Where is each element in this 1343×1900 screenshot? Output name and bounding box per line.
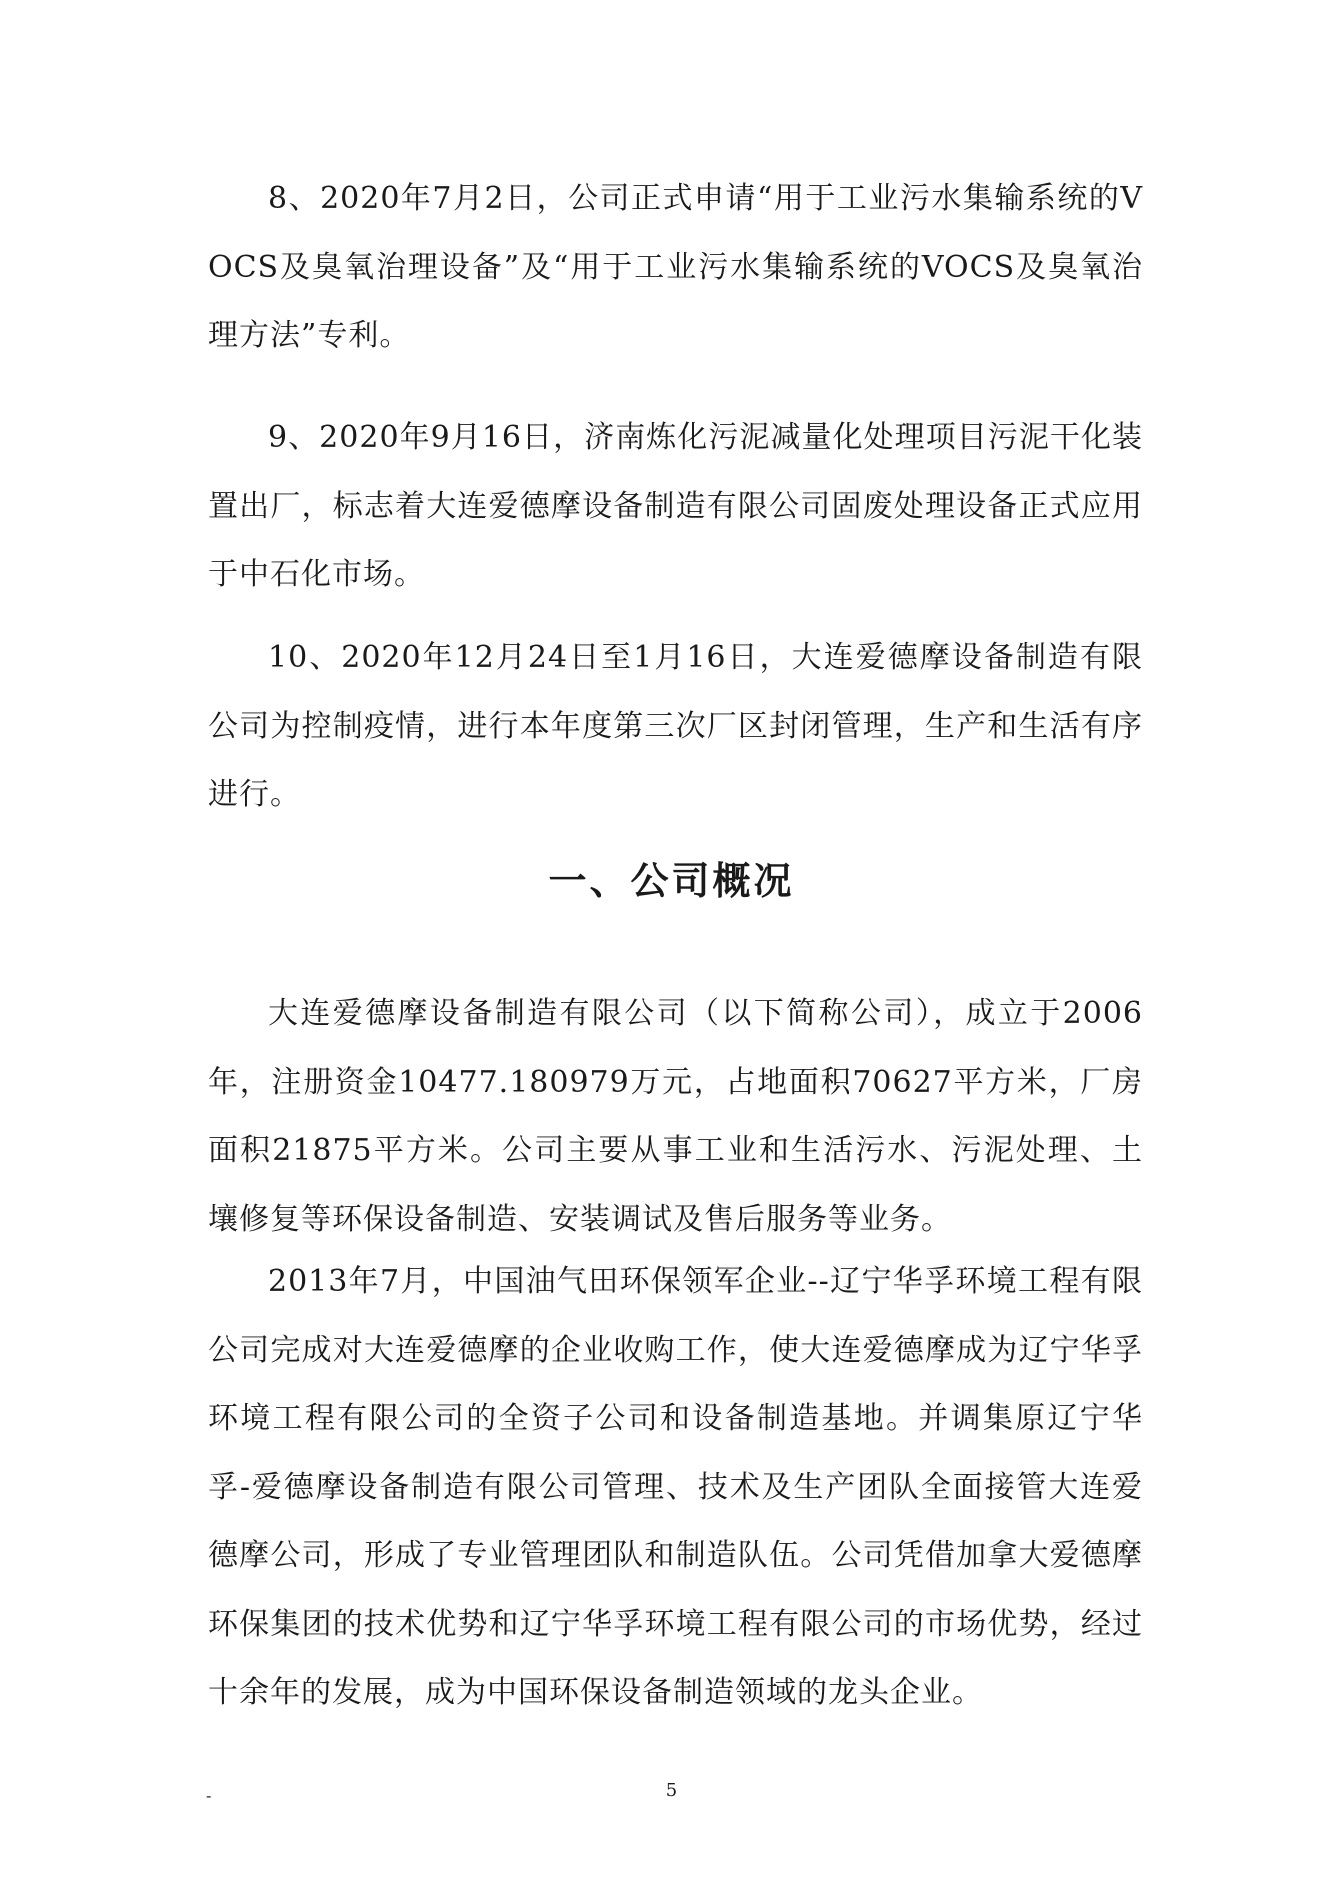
section-heading: 一、公司概况 [548, 859, 795, 903]
page-number: 5 [665, 1780, 678, 1801]
footer-dash: - [206, 1786, 212, 1805]
acquisition-paragraph: 2013年7月，中国油气田环保领军企业--辽宁华孚环境工程有限公司完成对大连爱德摩的企业收购工作，使大连爱德摩成为辽宁华孚环境工程有限公司的全资子公司和设备制造基地。并调集原辽宁华孚-爱德摩设备制造有限公司管理、技术及生产团队全面接管大连爱德摩公司，形成了专业管理团队和制造队伍。公司凭借加拿大爱德摩环保集团的技术优势和辽宁华孚环境工程有限公司的市场优势，经过十余年的发展，成为中国环保设备制造领域的龙头企业。 [208, 1264, 1143, 1710]
paragraph-item-10: 10、2020年12月24日至1月16日，大连爱德摩设备制造有限公司为控制疫情，进行本年度第三次厂区封闭管理，生产和生活有序进行。 [208, 640, 1143, 812]
paragraph-item-8: 8、2020年7月2日，公司正式申请“用于工业污水集输系统的VOCS及臭氧治理设备”及“用于工业污水集输系统的VOCS及臭氧治理方法”专利。 [208, 181, 1143, 353]
paragraph-item-9: 9、2020年9月16日，济南炼化污泥减量化处理项目污泥干化装置出厂，标志着大连爱德摩设备制造有限公司固废处理设备正式应用于中石化市场。 [208, 420, 1143, 592]
company-overview-paragraph: 大连爱德摩设备制造有限公司（以下简称公司），成立于2006年，注册资金10477.180979万元，占地面积70627平方米，厂房面积21875平方米。公司主要从事工业和生活污水、污泥处理、土壤修复等环保设备制造、安装调试及售后服务等业务。 [208, 996, 1143, 1237]
